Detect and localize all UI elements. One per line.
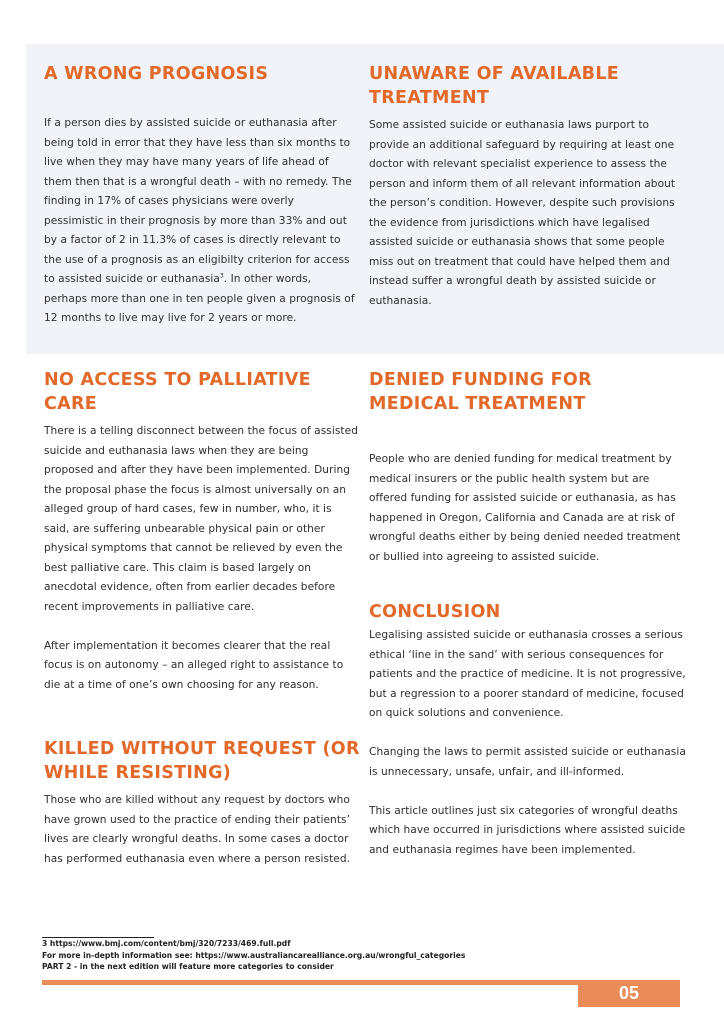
section-unaware-treatment [369, 62, 687, 311]
section-body: Those who are killed without any request by doctors who have grown used to the practice of ending their patients’ lives are clearly wrongful deaths. In some cases a doctor has performed euthanasia even where a person resisted. [44, 794, 351, 865]
section-title: NO ACCESS TO PALLIATIVE CARE [44, 370, 311, 414]
section-body: Some assisted suicide or euthanasia laws purport to provide an additional safeguard by requiring at least one doctor with relevant specialist experience to assess the person and inform them of all relevant information about the person’s condition. However, despite such provisions the evidence from jurisdictions which have legalised assisted suicide or euthanasia shows that some people miss out on treatment that could have helped them and instead suffer a wrongful death by assisted suicide or euthanasia. [369, 119, 676, 307]
section-denied-funding [369, 368, 687, 567]
more-info-link[interactable]: For more in-depth information see: https://www.australiancarealliance.org.au/wrongful_categories [42, 950, 466, 960]
section-title: CONCLUSION [369, 602, 501, 622]
footnote-3-link[interactable]: 3 https://www.bmj.com/content/bmj/320/7233/469.full.pdf [42, 939, 291, 948]
section-title: A WRONG PROGNOSIS [44, 64, 269, 84]
section-body: If a person dies by assisted suicide or euthanasia after being told in error that they have less than six months to live when they may have many years of life ahead of them then that is a wrongful death – with no remedy. The finding in 17% of cases physicians were overly pessimistic in their prognosis by more than 33% and out by a factor of 2 in 11.3% of cases is directly relevant to the use of a prognosis as an eligibilty criterion for access to assisted suicide or euthanasia$^3$. In other words, perhaps more than one in ten people given a prognosis of 12 months to live may live for 2 years or more. [44, 117, 355, 324]
section-no-palliative-care [44, 368, 360, 695]
section-title: KILLED WITHOUT REQUEST (OR WHILE RESISTING) [44, 739, 360, 783]
page-number: 05 [578, 980, 680, 1007]
section-body: After implementation it becomes clearer that the real focus is on autonomy – an alleged right to assistance to die at a time of one’s own choosing for any reason. [44, 639, 344, 691]
section-body: Changing the laws to permit assisted suicide or euthanasia is unnecessary, unsafe, unfair, and ill-informed. [369, 746, 686, 778]
section-conclusion [369, 600, 687, 860]
section-killed-without-request [44, 737, 360, 869]
section-body: People who are denied funding for medical treatment by medical insurers or the public health system but are offered funding for assisted suicide or euthanasia, as has happened in Oregon, California and Canada are at risk of wrongful deaths either by being denied needed treatment or bullied into agreeing to assisted suicide. [369, 453, 681, 563]
section-title: DENIED FUNDING FOR MEDICAL TREATMENT [369, 370, 592, 414]
section-title: UNAWARE OF AVAILABLE TREATMENT [369, 64, 620, 108]
section-wrong-prognosis [44, 62, 356, 329]
footnote-ref[interactable]: 3 [219, 272, 224, 280]
part2-note: PART 2 - in the next edition will feature more categories to consider [42, 962, 334, 971]
section-body: This article outlines just six categories of wrongful deaths which have occurred in jurisdictions where assisted suicide and euthanasia regimes have been implemented. [369, 804, 686, 856]
section-body: There is a telling disconnect between the focus of assisted suicide and euthanasia laws when they are being proposed and after they have been implemented. During the proposal phase the focus is almost universally on an alleged group of hard cases, few in number, who, it is said, are suffering unbearable physical pain or other physical symptoms that cannot be relieved by even the best palliative care. This claim is based largely on anecdotal evidence, often from earlier decades before recent improvements in palliative care. [44, 425, 358, 613]
section-body: Legalising assisted suicide or euthanasia crosses a serious ethical ‘line in the sand’ with serious consequences for patients and the practice of medicine. It is not progressive, but a regression to a poorer standard of medicine, focused on quick solutions and convenience. [369, 629, 686, 719]
footnotes [42, 938, 465, 973]
